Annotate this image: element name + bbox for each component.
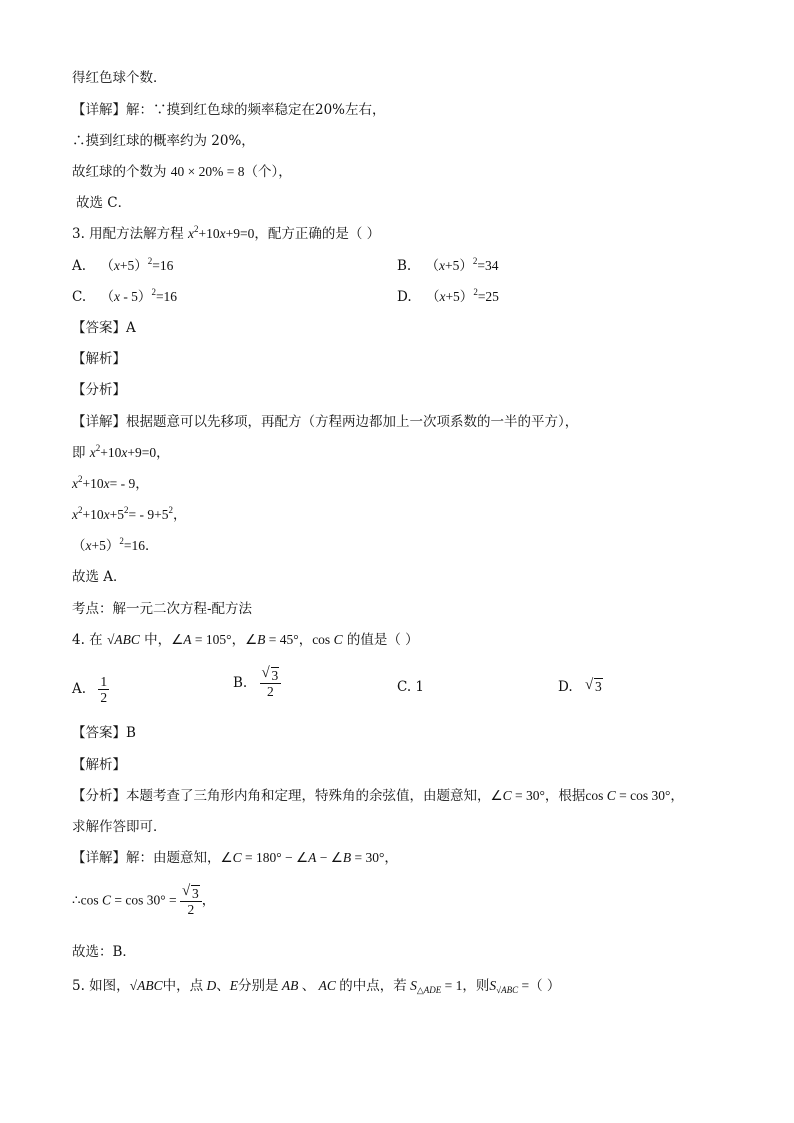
q3-option-a: A. $(x+5)^2=16$: [72, 256, 174, 274]
q4-done: 故选：B．: [72, 944, 136, 960]
q5-mid2: 、: [216, 978, 230, 994]
q3-stem: [72, 224, 380, 244]
q4-analysis-2: 求解作答即可．: [72, 819, 167, 835]
line-detail-frequency: [72, 100, 386, 120]
q4-answer: 【答案】B: [72, 725, 136, 741]
ball-number-formula: 40 × 20% = 8: [170, 164, 245, 179]
percent-value: 20%: [315, 102, 346, 118]
q3-detail: 【详解】根据题意可以先移项，再配方（方程两边都加上一次项系数的一半的平方），: [72, 414, 579, 430]
q4-option-a-label: A.: [72, 681, 87, 697]
q4-cos-result: ∴cos C = cos 30° = √ 3 2 ，: [72, 883, 216, 917]
q4-detail-text: 【详解】解：由题意知，: [72, 850, 221, 866]
line-ball-number: [72, 162, 292, 182]
q4-stem-tail: 的值是（ ）: [346, 632, 419, 648]
line-choose-c: 故选 C．: [76, 195, 132, 211]
q3-equation: $x^2+10x+9=0$: [187, 224, 255, 241]
ball-number-unit: （个），: [244, 164, 292, 180]
q4-parse: 【解析】: [72, 757, 126, 773]
q5-stem: 5. 如图，√ABC中，点 D、E分别是 AB 、 AC 的中点，若 $S_{\triangle ADE} = 1$，则$S_{√ABC}$ =（ ）: [72, 978, 561, 995]
q3-done: 故选 A．: [72, 569, 127, 585]
q4-option-d-label: D.: [558, 679, 573, 695]
q5-mid3: 分别是: [237, 978, 279, 994]
q3-option-d: D. $(x+5)^2=25$: [397, 287, 499, 305]
q4-option-b-label: B.: [233, 675, 248, 691]
q3-option-b-label: B.: [397, 258, 412, 274]
q3-option-c: C. （x - 5）$^2$=16: [72, 287, 178, 305]
q3-step2: $x^2+10x= - 9$，: [72, 474, 149, 491]
q4-stem: 4. 在 √ABC 中，∠A = 105°，∠B = 45°，cos C 的值是（ ）: [72, 632, 419, 648]
detail-frequency-tail: 左右，: [345, 102, 386, 118]
q4-option-c: C. 1: [397, 679, 425, 695]
q3-step1: 即 $x^2+10x+9=0$，: [72, 443, 170, 461]
q5-mid6: ，则: [462, 978, 490, 994]
q4-analysis-mid: ，根据: [544, 788, 586, 804]
q3-option-a-label: A.: [72, 258, 87, 274]
ball-number-text: 故红球的个数为: [72, 164, 167, 180]
q3-answer: 【答案】A: [72, 320, 136, 336]
q3-step4: $(x+5)^2=16$．: [72, 536, 159, 553]
q3-stem-tail: ，配方正确的是（ ）: [254, 226, 381, 242]
q4-option-b: B. √ 3 2: [233, 668, 281, 699]
q3-stem-text: 3. 用配方法解方程: [72, 226, 188, 242]
q4-stem-text: 4. 在: [72, 632, 103, 648]
q5-tail: （ ）: [529, 978, 561, 994]
q3-option-b: B. $(x+5)^2=34$: [397, 256, 499, 274]
q3-step3: $x^2+10x+5^2= - 9+5^2$，: [72, 505, 187, 522]
q5-stem-text: 5. 如图，: [72, 978, 130, 994]
q4-detail: 【详解】解：由题意知，∠C = 180° − ∠A − ∠B = 30°，: [72, 850, 398, 866]
q3-option-c-label: C.: [72, 289, 87, 305]
q4-analysis-end: ，: [670, 788, 684, 804]
q4-analysis-text: 【分析】本题考查了三角形内角和定理，特殊角的余弦值，由题意知，: [72, 788, 491, 804]
q5-mid1: 中，点: [162, 978, 204, 994]
q3-point: 考点：解一元二次方程-配方法: [72, 601, 253, 617]
line-probability: ∴摸到红球的概率约为 20%，: [72, 133, 255, 149]
q4-analysis: 【分析】本题考查了三角形内角和定理，特殊角的余弦值，由题意知，∠C = 30°，根据cos C = cos 30°，: [72, 788, 684, 804]
q3-option-d-label: D.: [397, 289, 412, 305]
line-red-ball-count: 得红色球个数．: [72, 70, 167, 86]
detail-frequency-text: 【详解】解：∵摸到红色球的频率稳定在: [72, 102, 315, 118]
q5-mid5: 的中点，若: [339, 978, 407, 994]
q4-option-d: D. √ 3: [558, 677, 602, 695]
q3-analysis: 【分析】: [72, 382, 126, 398]
q3-step1-prefix: 即: [72, 445, 90, 461]
q3-parse: 【解析】: [72, 351, 126, 367]
q5-mid4: 、: [301, 978, 316, 994]
q4-option-a: A. $\frac{1}{2}$: [72, 674, 108, 705]
